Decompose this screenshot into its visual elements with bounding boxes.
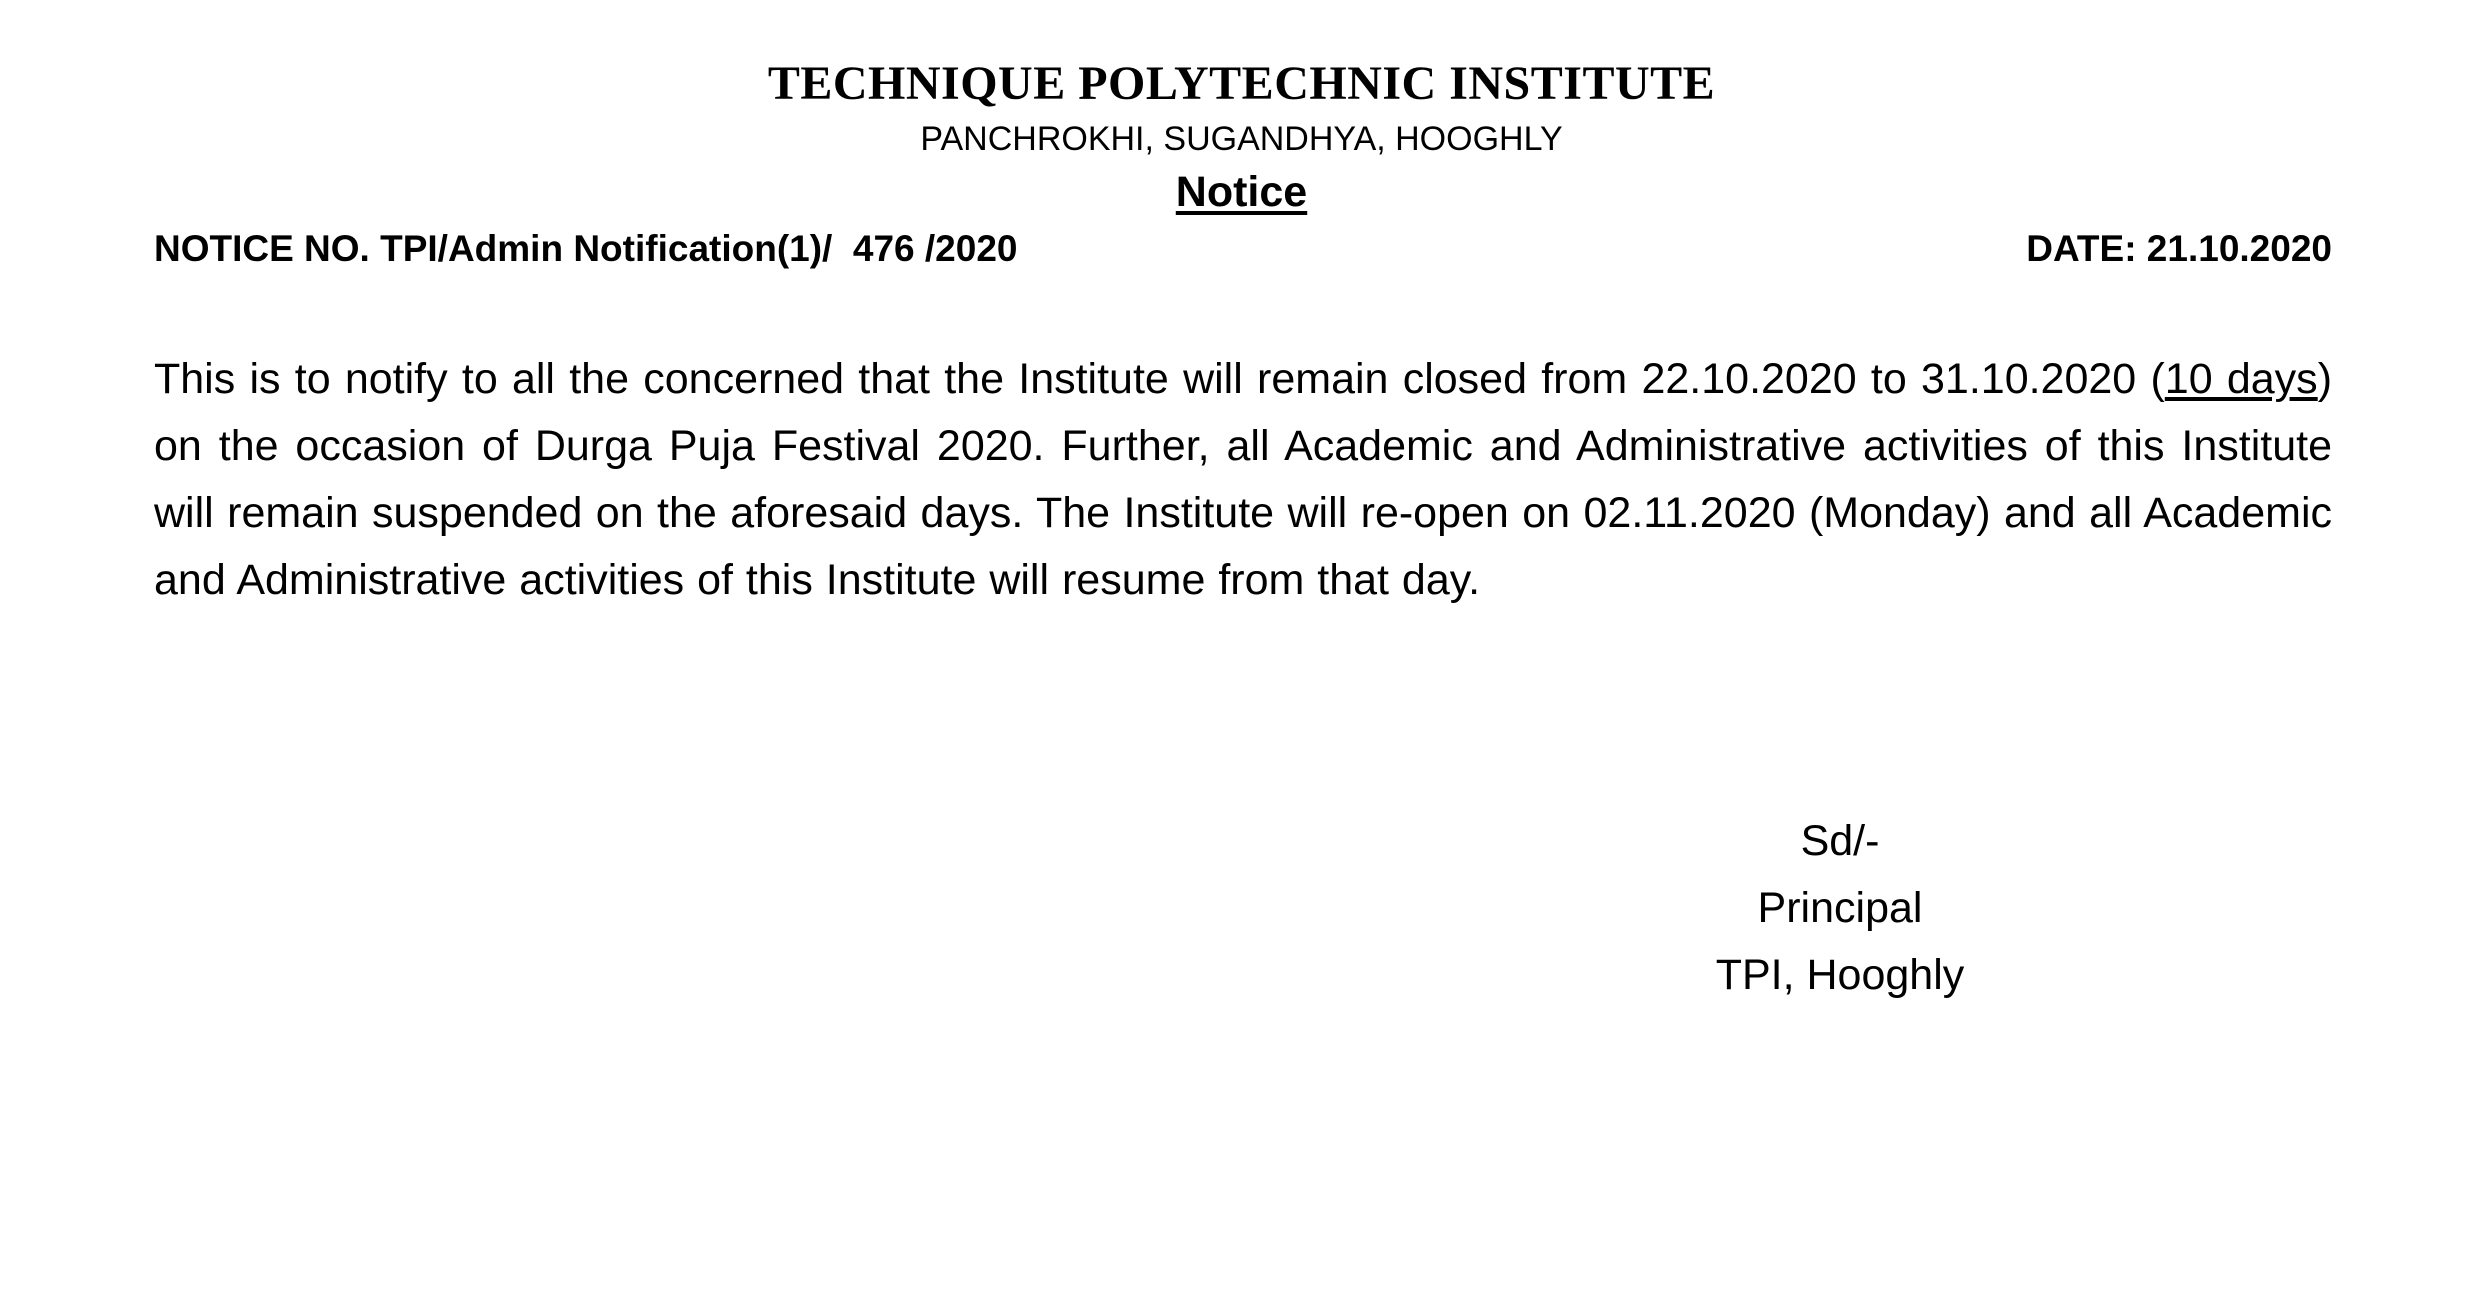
signatory-designation: Principal	[1757, 884, 1923, 932]
notice-date: DATE: 21.10.2020	[2026, 228, 2332, 269]
closure-duration: 10 days	[2164, 355, 2318, 403]
reference-row	[154, 228, 2332, 270]
notice-heading: Notice	[1175, 168, 1308, 216]
signature-sd: Sd/-	[1800, 817, 1880, 865]
signatory-institute: TPI, Hooghly	[1715, 951, 1965, 999]
notice-body	[154, 346, 2332, 614]
institute-name: TECHNIQUE POLYTECHNIC INSTITUTE	[767, 57, 1716, 110]
body-text-part-1: This is to notify to all the concerned that the Institute will remain closed from 22.10.2020 to 31.10.2020 (	[154, 355, 2165, 403]
signature-block	[1660, 808, 2020, 1009]
body-text-part-2: ) on the occasion of Durga Puja Festival 2020. Further, all Academic and Administrative activities of this Institute will remain suspended on the aforesaid days. The Institute will re-open on 02.11.2020 (Monday) and all Academic and Administrative activities of this Institute will resume from that day.	[154, 355, 2333, 604]
institute-address: PANCHROKHI, SUGANDHYA, HOOGHLY	[920, 120, 1563, 158]
notice-number: NOTICE NO. TPI/Admin Notification(1)/ 476 /2020	[154, 228, 1018, 269]
